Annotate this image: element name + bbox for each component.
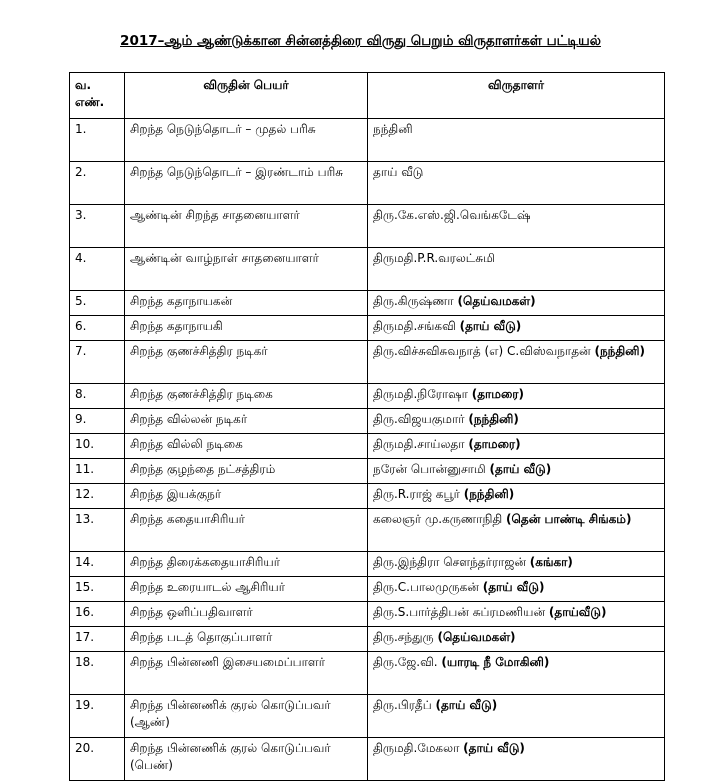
table-row	[70, 484, 665, 509]
winner-cell	[368, 552, 665, 577]
award-name-cell: சிறந்த குணச்சித்திர நடிகை	[125, 384, 368, 409]
award-name-cell: சிறந்த திரைக்கதையாசிரியர்	[125, 552, 368, 577]
table-row	[70, 602, 665, 627]
table-row	[70, 652, 665, 695]
winner-name: திருமதி.சாய்லதா	[373, 437, 465, 451]
winner-name: திரு.கே.எஸ்.ஜி.வெங்கடேஷ்	[373, 208, 531, 222]
serial-number-cell: 18.	[70, 652, 125, 695]
winner-name: திருமதி.சங்கவி	[373, 319, 456, 333]
winner-name: நரேன் பொன்னுசாமி	[373, 462, 486, 476]
award-name-cell: ஆண்டின் சிறந்த சாதனையாளர்	[125, 205, 368, 248]
serial-number-cell: 20.	[70, 738, 125, 781]
serial-number-cell: 2.	[70, 162, 125, 205]
winner-cell	[368, 627, 665, 652]
serial-title: (கங்கா)	[529, 555, 573, 569]
serial-number-cell: 1.	[70, 119, 125, 162]
winner-name: திருமதி.மேகலா	[373, 741, 460, 755]
table-row	[70, 316, 665, 341]
table-row	[70, 627, 665, 652]
serial-title: (தாய் வீடு)	[489, 462, 552, 476]
award-name-cell: சிறந்த வில்லி நடிகை	[125, 434, 368, 459]
award-name-cell: சிறந்த குணச்சித்திர நடிகர்	[125, 341, 368, 384]
serial-number-cell: 14.	[70, 552, 125, 577]
award-name-cell: சிறந்த படத் தொகுப்பாளர்	[125, 627, 368, 652]
award-name-cell: சிறந்த வில்லன் நடிகர்	[125, 409, 368, 434]
serial-number-cell: 9.	[70, 409, 125, 434]
winner-name: திருமதி.P.R.வரலட்சுமி	[373, 251, 495, 265]
winner-name: திரு.ஜே.வி.	[373, 655, 438, 669]
table-row	[70, 384, 665, 409]
serial-number-cell: 12.	[70, 484, 125, 509]
award-name-cell: சிறந்த ஒளிப்பதிவாளர்	[125, 602, 368, 627]
winner-cell	[368, 459, 665, 484]
serial-title: (தாமரை)	[468, 437, 521, 451]
award-name-cell: சிறந்த பின்னணி இசையமைப்பாளர்	[125, 652, 368, 695]
header-award-name: விருதின் பெயர்	[125, 73, 368, 119]
serial-number-cell: 5.	[70, 291, 125, 316]
table-row	[70, 552, 665, 577]
serial-number-cell: 3.	[70, 205, 125, 248]
winner-name: திரு.விஜயகுமார்	[373, 412, 465, 426]
serial-number-cell: 13.	[70, 509, 125, 552]
serial-title: (நந்தினி)	[468, 412, 519, 426]
winner-cell	[368, 248, 665, 291]
winner-name: கலைஞர் மு.கருணாநிதி	[373, 512, 503, 526]
winner-cell	[368, 738, 665, 781]
winner-name: திரு.பிரதீப்	[373, 698, 432, 712]
page-title: 2017–ஆம் ஆண்டுக்கான சின்னத்திரை விருது பெறும் விருதாளர்கள் பட்டியல்	[120, 33, 601, 49]
award-name-cell: சிறந்த இயக்குநர்	[125, 484, 368, 509]
serial-number-cell: 10.	[70, 434, 125, 459]
winner-cell	[368, 484, 665, 509]
serial-title: (தாய் வீடு)	[435, 698, 498, 712]
award-name-cell: சிறந்த கதையாசிரியர்	[125, 509, 368, 552]
winner-cell	[368, 316, 665, 341]
award-name-cell: சிறந்த உரையாடல் ஆசிரியர்	[125, 577, 368, 602]
table-row	[70, 459, 665, 484]
serial-title: (தாய் வீடு)	[463, 741, 525, 755]
winner-cell	[368, 577, 665, 602]
table-row	[70, 577, 665, 602]
serial-title: (நந்தினி)	[463, 487, 515, 501]
serial-title: (தென் பாண்டி சிங்கம்)	[506, 512, 632, 526]
award-name-cell: சிறந்த கதாநாயகன்	[125, 291, 368, 316]
table-row	[70, 409, 665, 434]
table-header-row	[70, 73, 665, 119]
header-serial-number: வ. எண்.	[70, 73, 125, 119]
table-row	[70, 695, 665, 738]
serial-number-cell: 4.	[70, 248, 125, 291]
award-name-cell: ஆண்டின் வாழ்நாள் சாதனையாளர்	[125, 248, 368, 291]
serial-number-cell: 7.	[70, 341, 125, 384]
awards-table	[69, 72, 665, 781]
table-row	[70, 162, 665, 205]
winner-cell	[368, 434, 665, 459]
serial-number-cell: 8.	[70, 384, 125, 409]
serial-title: (தாய்வீடு)	[548, 605, 607, 619]
award-name-cell: சிறந்த பின்னணிக் குரல் கொடுப்பவர் (பெண்)	[125, 738, 368, 781]
winner-cell	[368, 602, 665, 627]
award-name-cell: சிறந்த நெடுந்தொடர் – இரண்டாம் பரிசு	[125, 162, 368, 205]
award-name-cell: சிறந்த குழந்தை நட்சத்திரம்	[125, 459, 368, 484]
winner-name: திருமதி.நிரோஷா	[373, 387, 468, 401]
serial-title: (தெய்வமகள்)	[457, 294, 536, 308]
serial-number-cell: 15.	[70, 577, 125, 602]
table-row	[70, 341, 665, 384]
serial-number-cell: 16.	[70, 602, 125, 627]
serial-number-cell: 11.	[70, 459, 125, 484]
winner-name: தாய் வீடு	[373, 165, 424, 179]
winner-cell	[368, 409, 665, 434]
award-name-cell: சிறந்த நெடுந்தொடர் – முதல் பரிசு	[125, 119, 368, 162]
winner-cell	[368, 205, 665, 248]
serial-title: (தாமரை)	[471, 387, 524, 401]
table-row	[70, 291, 665, 316]
winner-cell	[368, 119, 665, 162]
winner-cell	[368, 341, 665, 384]
table-row	[70, 434, 665, 459]
winner-cell	[368, 695, 665, 738]
serial-number-cell: 6.	[70, 316, 125, 341]
award-name-cell: சிறந்த பின்னணிக் குரல் கொடுப்பவர் (ஆண்)	[125, 695, 368, 738]
winner-name: திரு.இந்திரா சௌந்தர்ராஜன்	[373, 555, 526, 569]
header-winner: விருதாளர்	[368, 73, 665, 119]
winner-name: திரு.விச்சுவிசுவநாத் (எ) C.விஸ்வநாதன்	[373, 344, 591, 358]
winner-cell	[368, 509, 665, 552]
serial-title: (தெய்வமகள்)	[437, 630, 516, 644]
winner-name: திரு.சந்துரு	[373, 630, 434, 644]
winner-cell	[368, 162, 665, 205]
winner-cell	[368, 291, 665, 316]
serial-number-cell: 17.	[70, 627, 125, 652]
award-name-cell: சிறந்த கதாநாயகி	[125, 316, 368, 341]
table-row	[70, 119, 665, 162]
winner-name: திரு.S.பார்த்திபன் சுப்ரமணியன்	[373, 605, 546, 619]
table-row	[70, 248, 665, 291]
serial-title: (யாரடி நீ மோகினி)	[441, 655, 550, 669]
table-row	[70, 509, 665, 552]
winner-name: நந்தினி	[373, 122, 413, 136]
serial-title: (தாய் வீடு)	[459, 319, 522, 333]
table-row	[70, 738, 665, 781]
serial-title: (தாய் வீடு)	[482, 580, 545, 594]
table-row	[70, 205, 665, 248]
winner-cell	[368, 652, 665, 695]
winner-name: திரு.கிருஷ்ணா	[373, 294, 454, 308]
serial-title: (நந்தினி)	[594, 344, 646, 358]
serial-number-cell: 19.	[70, 695, 125, 738]
winner-name: திரு.R.ராஜ் கபூர்	[373, 487, 460, 501]
winner-name: திரு.C.பாலமுருகன்	[373, 580, 479, 594]
winner-cell	[368, 384, 665, 409]
